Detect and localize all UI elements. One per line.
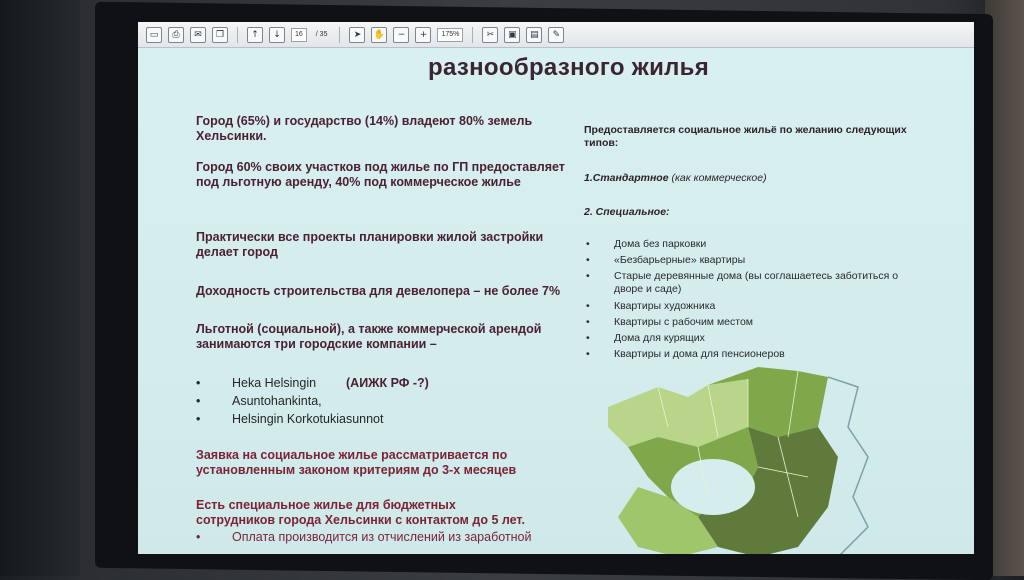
helsinki-districts-map	[598, 367, 898, 554]
print-icon[interactable]: ⎙	[168, 27, 184, 43]
list-item	[586, 254, 914, 267]
list-item	[196, 412, 384, 427]
bullet-icon: •	[586, 300, 590, 312]
company-name: Helsingin Korkotukiasunnot	[232, 412, 384, 426]
page-up-icon[interactable]: ↑	[247, 27, 263, 43]
fit-width-icon[interactable]: ▤	[526, 27, 542, 43]
text-payment: Оплата производится из отчислений из заработной	[232, 530, 532, 544]
toolbar-separator	[339, 27, 340, 43]
item-text: Квартиры с рабочим местом	[614, 316, 754, 328]
map-lake	[671, 459, 755, 515]
open-file-icon[interactable]: ▭	[146, 27, 162, 43]
housing-type-standard	[584, 172, 767, 185]
page-number-input[interactable]: 16	[291, 28, 307, 42]
bullet-icon: •	[586, 270, 590, 282]
list-item	[586, 316, 914, 329]
company-name: Heka Helsingin	[232, 376, 317, 390]
pdf-toolbar	[138, 22, 974, 48]
slide-screen	[138, 22, 974, 554]
list-item	[196, 394, 322, 409]
bullet-icon: •	[586, 238, 590, 250]
hand-tool-icon[interactable]: ✋	[371, 27, 387, 43]
slide-title: разнообразного жилья	[428, 54, 710, 81]
bullet-icon: •	[196, 394, 201, 408]
bullet-icon: •	[586, 316, 590, 328]
text-application-review: Заявка на социальное жилье рассматривается по установленным законом критериям до 3-х месяцев	[196, 448, 517, 477]
toolbar-separator	[237, 27, 238, 43]
list-item	[196, 376, 317, 391]
select-cursor-icon[interactable]: ➤	[349, 27, 365, 43]
text-plots-allocation: Город 60% своих участков под жилье по ГП предоставляет под льготную аренду, 40% под коммерческое жилье	[196, 160, 565, 189]
text-developer-yield: Доходность строительства для девелопера – не более 7%	[196, 284, 561, 298]
fit-page-icon[interactable]: ▣	[504, 27, 520, 43]
housing-type-special: 2. Специальное:	[584, 206, 670, 218]
type-note: (как коммерческое)	[671, 172, 767, 184]
bullet-icon: •	[196, 412, 201, 426]
item-text: «Безбарьерные» квартиры	[614, 254, 746, 266]
page-down-icon[interactable]: ↓	[269, 27, 285, 43]
bullet-icon: •	[196, 530, 201, 544]
list-item	[586, 238, 914, 251]
toolbar-separator	[472, 27, 473, 43]
copy-icon[interactable]: ❐	[212, 27, 228, 43]
text-land-ownership: Город (65%) и государство (14%) владеют 80% земель Хельсинки.	[196, 114, 533, 143]
item-text: Старые деревянные дома (вы соглашаетесь заботиться о дворе и саде)	[614, 270, 899, 295]
zoom-out-icon[interactable]: −	[393, 27, 409, 43]
bullet-icon: •	[586, 254, 590, 266]
text-rental-companies: Льготной (социальной), а также коммерческой арендой занимаются три городские компании –	[196, 322, 542, 351]
list-item	[586, 348, 914, 361]
item-text: Квартиры художника	[614, 300, 716, 312]
text-planning-projects: Практически все проекты планировки жилой застройки делает город	[196, 230, 544, 259]
list-item	[586, 332, 914, 345]
text-special-housing: Есть специальное жилье для бюджетных сотрудников города Хельсинки с контактом до 5 лет.	[196, 498, 525, 527]
bullet-icon: •	[586, 332, 590, 344]
background-left	[0, 0, 80, 576]
company-name: Asuntohankinta,	[232, 394, 322, 408]
zoom-level-select[interactable]: 175%	[437, 28, 463, 42]
comment-icon[interactable]: ✎	[548, 27, 564, 43]
text-housing-types-heading: Предоставляется социальное жильё по желанию следующих типов:	[584, 124, 907, 149]
email-icon[interactable]: ✉	[190, 27, 206, 43]
item-text: Квартиры и дома для пенсионеров	[614, 348, 785, 360]
zoom-in-icon[interactable]: +	[415, 27, 431, 43]
crop-icon[interactable]: ✂	[482, 27, 498, 43]
item-text: Дома для курящих	[614, 332, 705, 344]
item-text: Дома без парковки	[614, 238, 707, 250]
aizhk-note: (АИЖК РФ -?)	[346, 376, 429, 390]
page-total: / 35	[315, 30, 328, 38]
list-item	[586, 300, 914, 313]
list-item	[586, 270, 914, 296]
bullet-icon: •	[586, 348, 590, 360]
type-label: 1.Стандартное	[584, 172, 669, 184]
bullet-icon: •	[196, 376, 201, 390]
list-item	[196, 530, 532, 545]
